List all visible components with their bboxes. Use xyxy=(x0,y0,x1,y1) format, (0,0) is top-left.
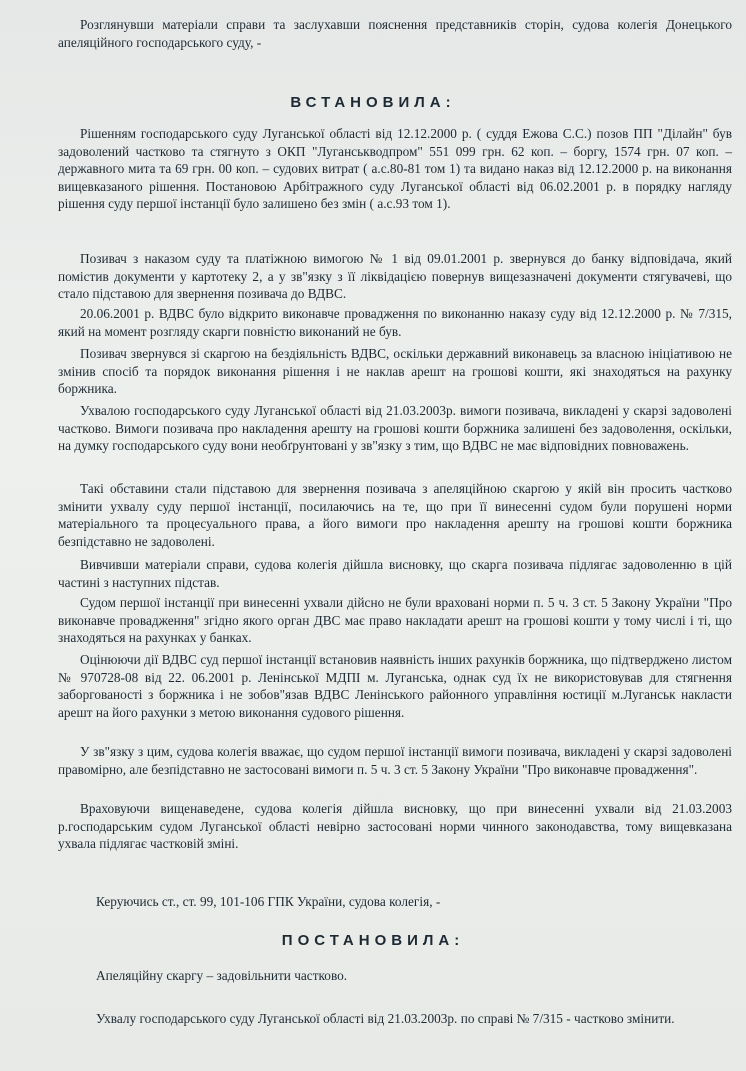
body-paragraph: Ухвалою господарського суду Луганської області від 21.03.2003р. вимоги позивача, викладені у скарзі задоволені частково. Вимоги позивача про накладення арешту на грошові кошти боржника залишені без задоволення, оскільки, на думку господарського суду вони необґрунтовані у зв"язку з тим, що ВДВС не має відповідних повноважень. xyxy=(58,403,732,454)
body-paragraph: Враховуючи вищенаведене, судова колегія дійшла висновку, що при винесенні ухвали від 21.03.2003 р.господарським судом Луганської області невірно застосовані норми чинного законодавства, тому вищевказана ухвала підлягає частковій зміні. xyxy=(58,801,732,852)
resolution-item: Ухвалу господарського суду Луганської області від 21.03.2003р. по справі № 7/315 - частково змінити. xyxy=(96,1011,675,1026)
body-paragraph: Вивчивши матеріали справи, судова колегія дійшла висновку, що скарга позивача підлягає задоволенню в цій частині з наступних підстав. xyxy=(58,557,732,590)
guided-paragraph: Керуючись ст., ст. 99, 101-106 ГПК України, судова колегія, - xyxy=(96,894,441,909)
body-paragraph: Такі обставини стали підставою для звернення позивача з апеляційною скаргою у якій він просить частково змінити ухвалу суду першої інстанції, посилаючись на те, що при її винесенні судом були порушені норми матеріального та процесуального права, а його вимоги про накладення арешту на грошові кошти боржника безпідставно не задоволені. xyxy=(58,481,732,549)
body-paragraph: Позивач звернувся зі скаргою на бездіяльність ВДВС, оскільки державний виконавець за власною ініціативою не змінив спосіб та порядок виконання рішення і не наклав арешт на грошові кошти, які знаходяться на рахунку боржника. xyxy=(58,346,732,397)
heading-resolved: ПОСТАНОВИЛА: xyxy=(281,932,465,949)
heading-established: ВСТАНОВИЛА: xyxy=(290,94,456,111)
intro-paragraph: Розглянувши матеріали справи та заслухавши пояснення представників сторін, судова колегія Донецького апеляційного господарського суду, - xyxy=(58,17,732,50)
body-paragraph: Судом першої інстанції при винесенні ухвали дійсно не були враховані норми п. 5 ч. 3 ст. 5 Закону України "Про виконавче провадження" згідно якого орган ДВС має право накладати арешт на грошові кошти у тому числі і ті, що знаходяться на рахунках у банках. xyxy=(58,595,732,646)
body-paragraph: Оцінюючи дії ВДВС суд першої інстанції встановив наявність інших рахунків боржника, що підтверджено листом № 970728-08 від 22. 06.2001 р. Ленінської МДПІ м. Луганська, однак суд їх не використовував для стягнення заборгованості з боржника і не зобов"язав ВДВС Ленінського районного управління юстиції м.Луганськ накласти арешт на його рахунки з метою виконання судового рішення. xyxy=(58,652,732,720)
body-paragraph: У зв"язку з цим, судова колегія вважає, що судом першої інстанції вимоги позивача, викладені у скарзі задоволені правомірно, але безпідставно не застосовані вимоги п. 5 ч. 3 ст. 5 Закону України "Про виконавче провадження". xyxy=(58,744,732,777)
body-paragraph: Позивач з наказом суду та платіжною вимогою № 1 від 09.01.2001 р. звернувся до банку відповідача, який помістив документи у картотеку 2, а у зв"язку з її ліквідацією повернув вищезазначені документи стягувачеві, що стало підставою для звернення позивача до ВДВС. xyxy=(58,251,732,302)
body-paragraph: 20.06.2001 р. ВДВС було відкрито виконавче провадження по виконанню наказу суду від 12.12.2000 р. № 7/315, який на момент розгляду скарги повністю виконаний не був. xyxy=(58,306,732,339)
body-paragraph: Рішенням господарського суду Луганської області від 12.12.2000 р. ( суддя Ежова С.С.) позов ПП "Ділайн" був задоволений частково та стягнуто з ОКП "Луганськводпром" 551 099 грн. 62 коп. – боргу, 1574 грн. 07 коп. – державного мита та 69 грн. 00 коп. – судових витрат ( а.с.80-81 том 1) та видано наказ від 12.12.2000 р. на виконання вищевказаного рішення. Постановою Арбітражного суду Луганської області від 06.02.2001 р. в порядку нагляду рішення суду першої інстанції було залишено без змін ( а.с.93 том 1). xyxy=(58,126,732,212)
resolution-item: Апеляційну скаргу – задовільнити частково. xyxy=(96,968,348,983)
